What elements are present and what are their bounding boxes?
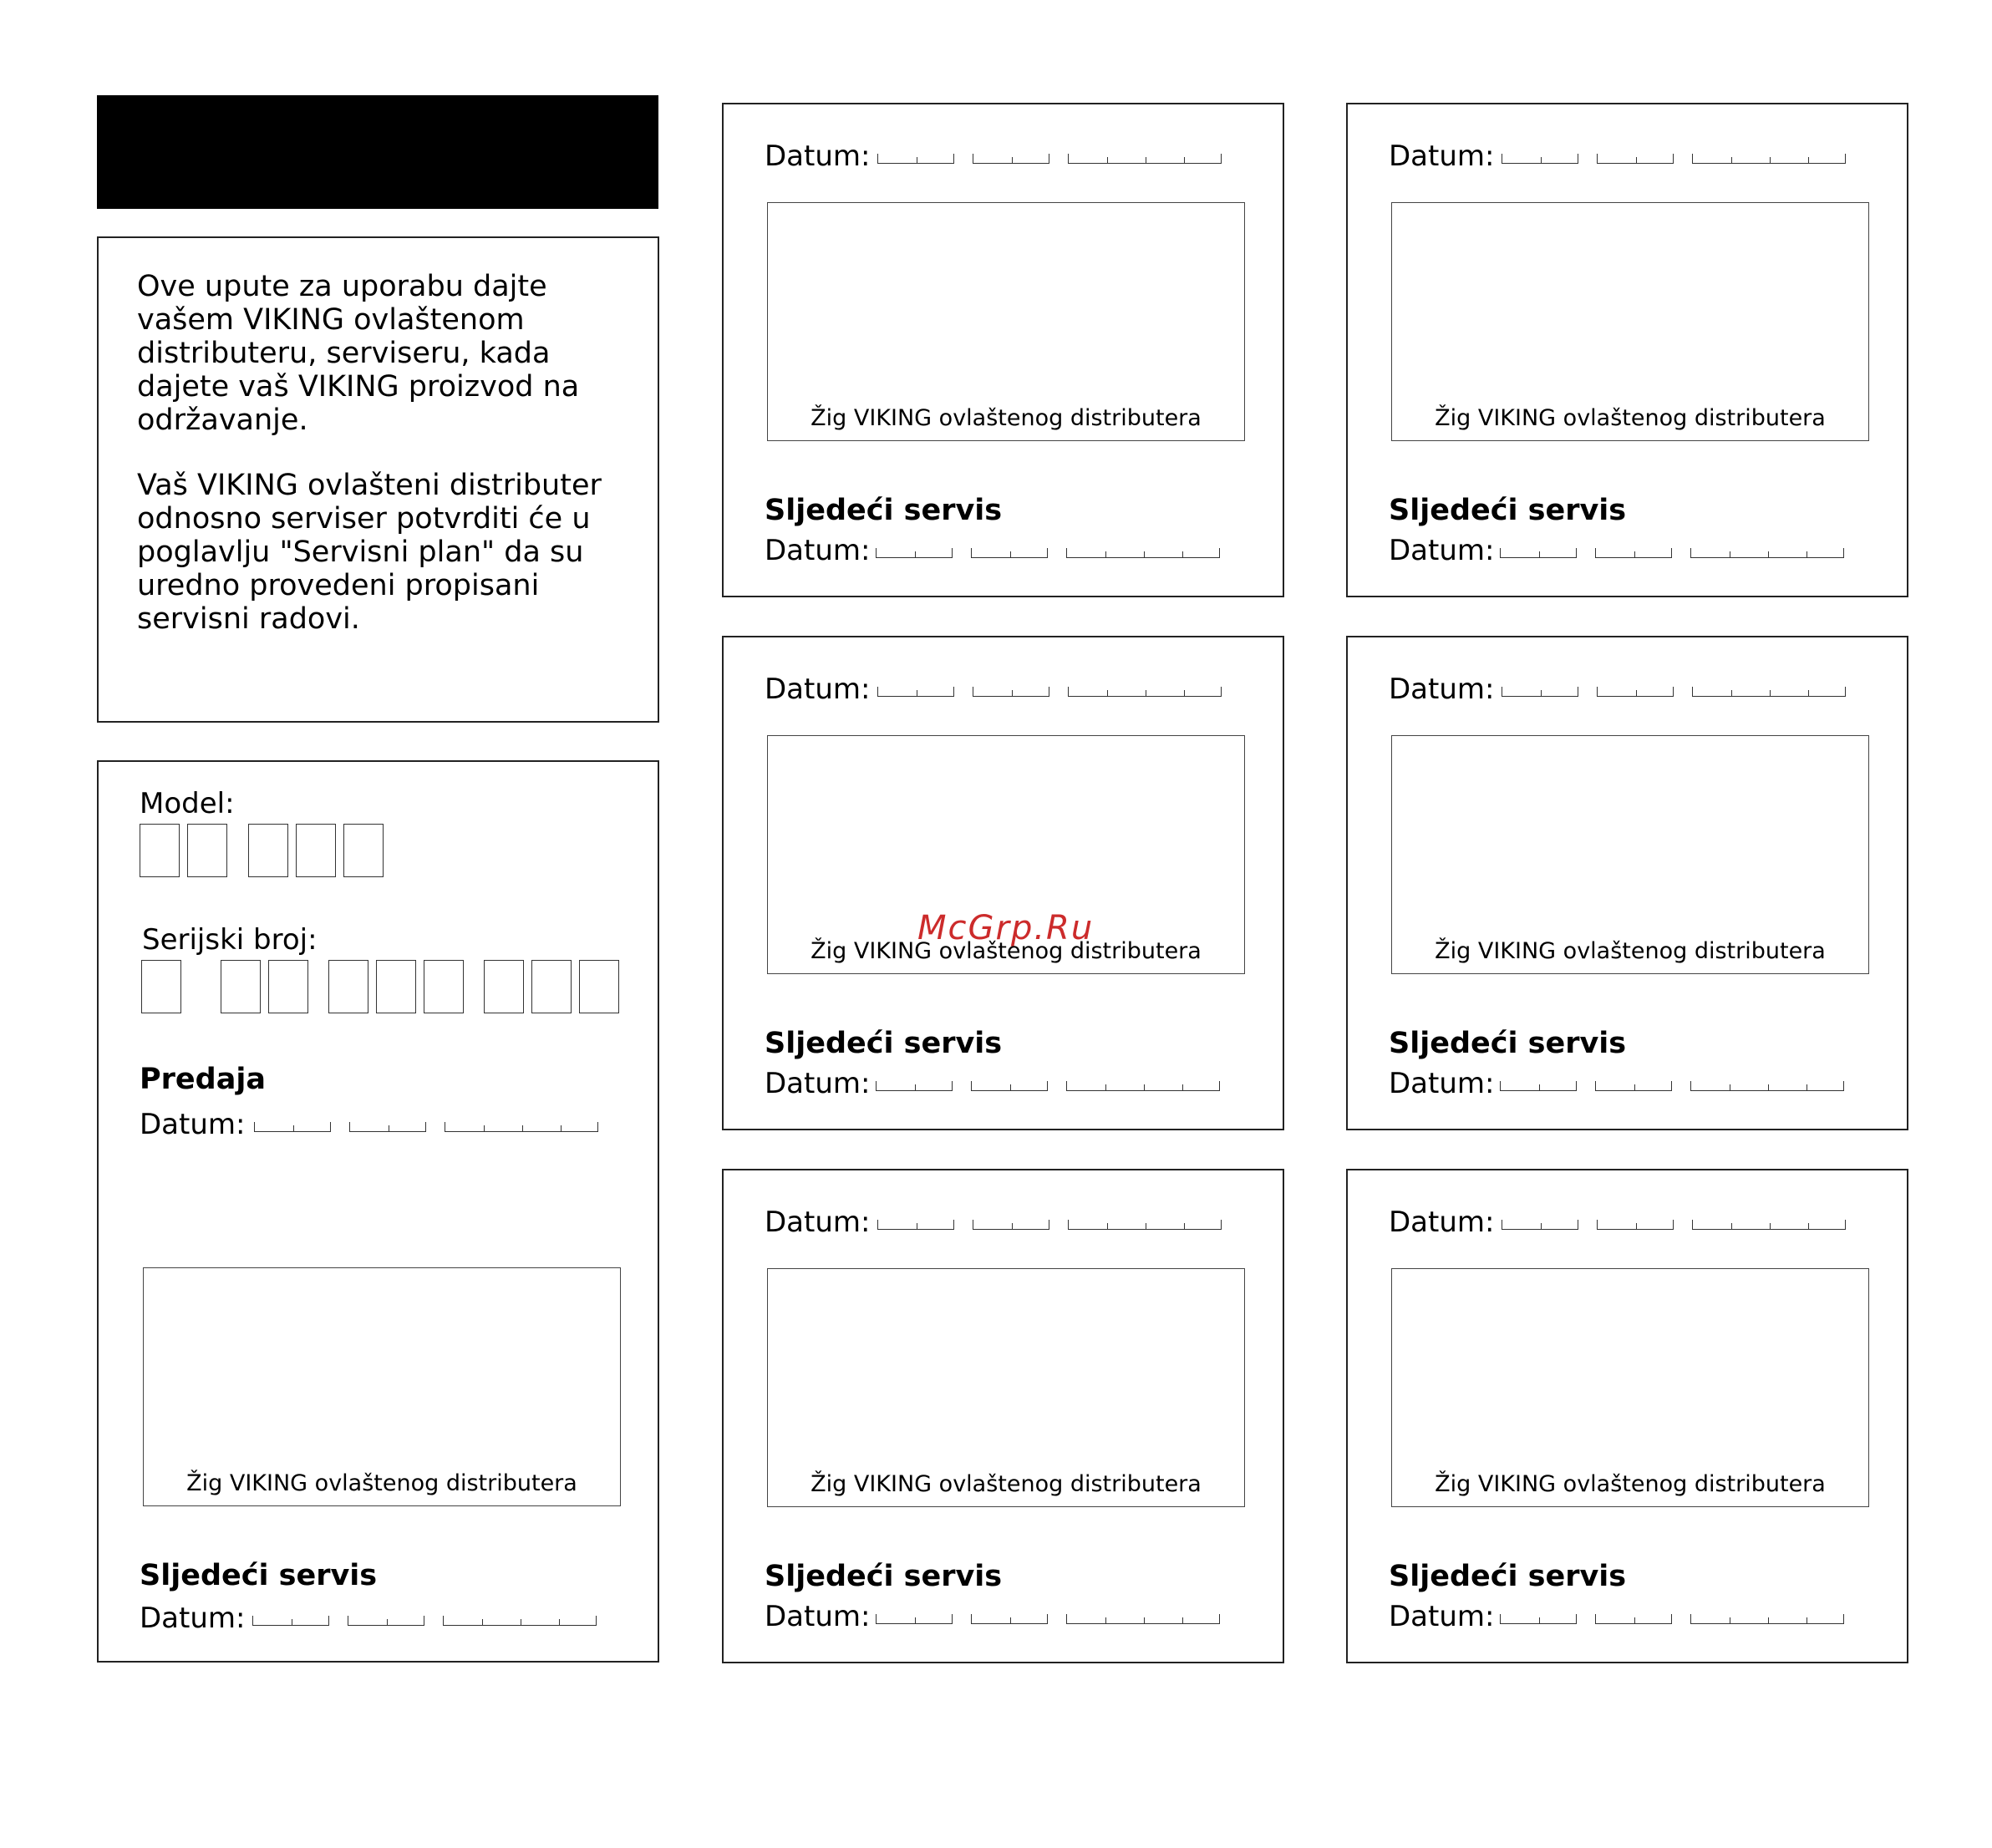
date-digit-tick [1012,157,1013,163]
model-char-box[interactable] [140,824,180,877]
date-segment[interactable] [1597,1220,1674,1230]
date-digit-tick [1770,690,1771,696]
date-digit-tick [1541,1223,1542,1229]
next-service-date-label: Datum: [1389,1600,1495,1633]
serial-char-box[interactable] [141,960,181,1013]
date-digit-tick [1768,1617,1769,1623]
handover-date-label: Datum: [140,1108,246,1141]
service-card [722,1169,1284,1663]
date-digit-tick [482,1619,483,1625]
stamp-caption: Žig VIKING ovlaštenog distributera [1435,1471,1826,1497]
serial-number-label: Serijski broj: [142,923,318,957]
stamp-caption: Žig VIKING ovlaštenog distributera [186,1470,577,1496]
stamp-area [767,202,1245,441]
next-service-date-label: Datum: [1389,534,1495,567]
date-segment[interactable] [971,1614,1048,1624]
date-digit-tick [1184,157,1185,163]
date-digit-tick [1182,551,1183,557]
stamp-area [143,1267,621,1506]
next-service-title: Sljedeći servis [765,1560,1003,1593]
date-segment[interactable] [1502,1220,1578,1230]
date-digit-tick [1636,1223,1637,1229]
date-digit-tick [1731,157,1732,163]
service-date-label: Datum: [765,1206,871,1239]
next-service-title: Sljedeći servis [1389,494,1627,527]
serial-char-box[interactable] [221,960,261,1013]
date-segment[interactable] [876,548,953,558]
date-segment[interactable] [349,1122,426,1132]
date-digit-tick [1012,1223,1013,1229]
model-char-box[interactable] [343,824,384,877]
date-segment[interactable] [1597,154,1674,164]
stamp-area [1391,202,1869,441]
date-segment[interactable] [1690,1081,1844,1091]
date-segment[interactable] [1595,1614,1672,1624]
next-service-title: Sljedeći servis [140,1559,378,1592]
date-segment[interactable] [1692,154,1846,164]
date-segment[interactable] [1595,1081,1672,1091]
date-digit-tick [1770,1223,1771,1229]
date-digit-tick [1770,157,1771,163]
date-segment[interactable] [443,1616,597,1626]
date-digit-tick [1107,157,1108,163]
date-digit-tick [1768,551,1769,557]
date-digit-tick [1184,690,1185,696]
date-segment[interactable] [1068,687,1222,697]
date-segment[interactable] [973,687,1049,697]
service-card [722,103,1284,597]
service-date-label: Datum: [1389,140,1495,173]
date-digit-tick [1768,1084,1769,1090]
service-card [722,636,1284,1130]
service-card [1346,1169,1908,1663]
serial-char-box[interactable] [268,960,308,1013]
date-segment[interactable] [445,1122,598,1132]
next-service-date-label: Datum: [1389,1067,1495,1100]
date-digit-tick [1010,1084,1011,1090]
date-segment[interactable] [971,548,1048,558]
serial-char-box[interactable] [424,960,464,1013]
watermark: McGrp.Ru [917,909,1095,947]
date-segment[interactable] [1595,548,1672,558]
model-char-box[interactable] [296,824,336,877]
date-digit-tick [1010,551,1011,557]
date-segment[interactable] [1690,1614,1844,1624]
intro-paragraph-1: Ove upute za uporabu dajte vašem VIKING ovlaštenom distributeru, serviseru, kada dajete vaš VIKING proizvod na održavanje. [137,270,580,437]
date-segment[interactable] [1690,548,1844,558]
date-segment[interactable] [1692,687,1846,697]
next-service-title: Sljedeći servis [1389,1027,1627,1060]
date-digit-tick [1636,690,1637,696]
serial-char-box[interactable] [484,960,524,1013]
stamp-area [767,1268,1245,1507]
model-char-box[interactable] [187,824,227,877]
next-service-title: Sljedeći servis [765,1027,1003,1060]
serial-char-box[interactable] [579,960,619,1013]
date-digit-tick [559,1619,560,1625]
service-date-label: Datum: [1389,673,1495,706]
stamp-caption: Žig VIKING ovlaštenog distributera [811,1471,1202,1497]
date-digit-tick [1539,1617,1540,1623]
date-digit-tick [1636,157,1637,163]
stamp-area [1391,1268,1869,1507]
date-segment[interactable] [1502,687,1578,697]
intro-paragraph-2: Vaš VIKING ovlašteni distributer odnosno serviser potvrditi će u poglavlju "Servisni plan" da su uredno provedeni propisani servisni radovi. [137,469,602,636]
header-black-bar [97,95,658,209]
date-digit-tick [1107,1223,1108,1229]
date-segment[interactable] [973,154,1049,164]
service-date-label: Datum: [765,673,871,706]
date-digit-tick [1539,1084,1540,1090]
date-segment[interactable] [1068,154,1222,164]
date-segment[interactable] [877,687,954,697]
date-digit-tick [387,1619,388,1625]
date-digit-tick [522,1125,523,1131]
date-digit-tick [1731,1223,1732,1229]
next-service-date-label: Datum: [765,1067,871,1100]
date-digit-tick [1144,551,1145,557]
date-segment[interactable] [1066,1081,1220,1091]
stamp-caption: Žig VIKING ovlaštenog distributera [811,405,1202,431]
date-digit-tick [1105,1617,1106,1623]
date-segment[interactable] [1500,1614,1577,1624]
stamp-caption: Žig VIKING ovlaštenog distributera [1435,405,1826,431]
date-digit-tick [1731,690,1732,696]
date-digit-tick [1144,1617,1145,1623]
service-date-label: Datum: [1389,1206,1495,1239]
date-digit-tick [1107,690,1108,696]
model-boxes[interactable] [140,824,390,879]
date-segment[interactable] [876,1614,953,1624]
date-digit-tick [1634,1084,1635,1090]
date-digit-tick [1105,551,1106,557]
date-segment[interactable] [1068,1220,1222,1230]
date-segment[interactable] [1692,1220,1846,1230]
date-digit-tick [915,1617,916,1623]
stamp-caption: Žig VIKING ovlaštenog distributera [811,938,1202,964]
date-segment[interactable] [971,1081,1048,1091]
date-digit-tick [1012,690,1013,696]
date-segment[interactable] [1500,1081,1577,1091]
stamp-caption: Žig VIKING ovlaštenog distributera [1435,938,1826,964]
date-digit-tick [1184,1223,1185,1229]
date-segment[interactable] [877,154,954,164]
registration-card [97,760,659,1663]
date-digit-tick [1010,1617,1011,1623]
date-digit-tick [1539,551,1540,557]
date-segment[interactable] [877,1220,954,1230]
date-digit-tick [1182,1084,1183,1090]
stamp-area [1391,735,1869,974]
service-card [1346,103,1908,597]
date-segment[interactable] [348,1616,424,1626]
date-digit-tick [293,1125,294,1131]
date-segment[interactable] [1502,154,1578,164]
date-digit-tick [1541,157,1542,163]
date-segment[interactable] [1597,687,1674,697]
next-service-title: Sljedeći servis [765,494,1003,527]
date-segment[interactable] [973,1220,1049,1230]
date-segment[interactable] [1066,1614,1220,1624]
date-digit-tick [1105,1084,1106,1090]
model-char-box[interactable] [248,824,288,877]
model-label: Model: [140,787,235,820]
next-service-title: Sljedeći servis [1389,1560,1627,1593]
date-digit-tick [1808,157,1809,163]
date-digit-tick [1808,1223,1809,1229]
serial-char-box[interactable] [531,960,572,1013]
date-segment[interactable] [1066,548,1220,558]
date-digit-tick [1144,1084,1145,1090]
next-service-date-label: Datum: [765,534,871,567]
serial-number-boxes[interactable] [141,960,626,1015]
date-segment[interactable] [252,1616,329,1626]
date-digit-tick [1634,551,1635,557]
next-service-date-label: Datum: [765,1600,871,1633]
date-digit-tick [1182,1617,1183,1623]
next-service-date-label: Datum: [140,1602,246,1635]
service-date-label: Datum: [765,140,871,173]
date-segment[interactable] [1500,548,1577,558]
intro-box [97,236,659,723]
date-digit-tick [561,1125,562,1131]
date-digit-tick [915,551,916,557]
serial-char-box[interactable] [328,960,368,1013]
date-digit-tick [915,1084,916,1090]
service-card [1346,636,1908,1130]
serial-char-box[interactable] [376,960,416,1013]
date-segment[interactable] [876,1081,953,1091]
date-digit-tick [1634,1617,1635,1623]
date-digit-tick [484,1125,485,1131]
date-digit-tick [1808,690,1809,696]
date-digit-tick [1541,690,1542,696]
date-segment[interactable] [254,1122,331,1132]
handover-title: Predaja [140,1063,266,1096]
